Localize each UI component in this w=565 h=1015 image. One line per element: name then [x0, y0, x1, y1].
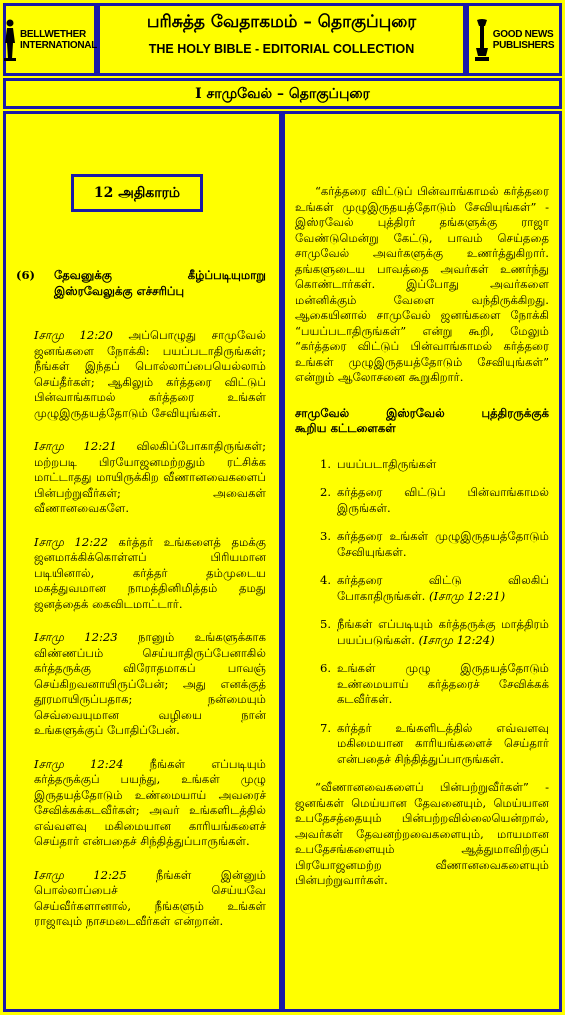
bellwether-logo	[3, 3, 97, 76]
verse-paragraph	[34, 630, 266, 739]
verse-paragraph	[34, 328, 266, 421]
list-item	[305, 661, 549, 708]
right-column	[282, 111, 562, 1012]
list-item	[305, 457, 549, 473]
header-title-box	[97, 3, 466, 76]
list-item-text	[337, 617, 549, 648]
list-item-text	[337, 721, 549, 768]
section-title-line2: இஸ்ரவேலுக்கு எச்சரிப்பு	[54, 283, 185, 298]
page-title-english: THE HOLY BIBLE - EDITORIAL COLLECTION	[148, 42, 415, 56]
list-item	[305, 573, 549, 604]
verse-text: அப்பொழுது சாமுவேல் ஜனங்களை நோக்கி: பயப்படாதிருங்கள்; நீங்கள் இந்தப் பொல்லாப்பையெல்லாம் செய்தீர்கள்; ஆகிலும் கர்த்தரை விட்டுப் பின்வாங்காமல் கர்த்தரை உங்கள் முழுஇருதயத்தோடும் சேவியுங்கள்.	[34, 328, 266, 420]
chapter-heading	[71, 174, 203, 212]
verse-reference: Iசாமு 12:25	[34, 867, 127, 882]
list-item	[305, 721, 549, 768]
command-text: கர்த்தரை விட்டுப் பின்வாங்காமல் இருங்கள்.	[337, 485, 549, 515]
list-item-number: 3.	[319, 529, 331, 543]
verse-paragraph	[34, 868, 266, 930]
book-subtitle-bar	[3, 78, 562, 109]
list-item	[305, 617, 549, 648]
bellwether-logo-line1: BELLWETHER	[19, 28, 86, 40]
verse-text: நீங்கள் எப்படியும் கர்த்தருக்குப் பயந்து, உங்கள் முழு இருதயத்தோடும் உண்மையாய் அவரைச் சேவிக்கக்கடவீர்கள்; அவர் உங்களிடத்தில் எவ்வளவு மகிமையான காரியங்களைச் செய்தார் என்பதைச் சிந்தித்துப்பாருங்கள்.	[34, 756, 266, 848]
section-heading	[16, 268, 266, 299]
verse-paragraph	[34, 757, 266, 850]
list-item-text	[337, 457, 549, 473]
verse-list	[34, 328, 266, 930]
command-text: பயப்படாதிருங்கள்	[337, 456, 437, 471]
list-item	[305, 485, 549, 516]
bellwether-figure-icon	[3, 19, 17, 61]
intro-paragraph: “கர்த்தரை விட்டுப் பின்வாங்காமல் கர்த்தரை உங்கள் முழுஇருதயத்தோடும் சேவியுங்கள்” - இஸ்ரவேல் புத்திரர் தங்களுக்கு ராஜா வேண்டுமென்று கேட்டு, பாவம் செய்ததை சாமுவேல் அவர்களுக்கு உணர்த்துகிறார். தங்களுடைய பாவத்தை அவர்கள் உணர்ந்து கொண்டார்கள். இப்போது அவர்களை மன்னிக்கும் வேளை வந்திருக்கிறது. ஆகையினால் சாமுவேல் ஜனங்களை நோக்கி “பயப்படாதிருங்கள்” என்று கூறி, மேலும் “கர்த்தரை விட்டுப் பின்வாங்காமல் கர்த்தரை உங்கள் முழுஇருதயத்தோடும் சேவியுங்கள்” என்றும் ஆலோசனை கூறுகிறார்.	[295, 184, 549, 384]
command-list	[295, 457, 549, 768]
command-text: கர்த்தர் உங்களிடத்தில் எவ்வளவு மகிமையான காரியங்களைச் செய்தார் என்பதைச் சிந்தித்துப்பாருங்கள்.	[337, 720, 549, 766]
bellwether-logo-line2: INTERNATIONAL	[19, 39, 98, 51]
outro-paragraph: “வீணானவைகளைப் பின்பற்றுவீர்கள்” - ஜனங்கள் மெய்யான தேவனையும், மெய்யான உபதேசத்தையும் பின்பற்றவில்லையென்றால், அவர்கள் தேவனற்றவைகளையும், மாயமான உபதேசங்களையும் ஆத்துமாவிற்குப் பிரயோஜனமற்ற வீணானவைகளையும் பின்பற்றுவார்கள்.	[295, 780, 549, 887]
section-title-line1: தேவனுக்கு கீழ்ப்படியுமாறு	[54, 268, 266, 282]
list-item-number: 7.	[319, 720, 331, 735]
left-column	[3, 111, 282, 1012]
good-news-logo	[466, 3, 562, 76]
command-text: உங்கள் முழு இருதயத்தோடும் உண்மையாய் கர்த்தரைச் சேவிக்கக் கடவீர்கள்.	[337, 661, 549, 706]
command-reference: (Iசாமு 12:24)	[418, 632, 495, 647]
good-news-logo-line2: PUBLISHERS	[492, 39, 555, 51]
list-item-text	[337, 485, 549, 516]
command-text: நீங்கள் எப்படியும் கர்த்தருக்கு மாத்திரம் பயப்படுங்கள்.	[337, 617, 549, 647]
list-item-number: 2.	[319, 485, 331, 499]
list-item-text	[337, 573, 549, 604]
command-reference: (Iசாமு 12:21)	[429, 588, 506, 603]
commands-heading-line1: சாமுவேல் இஸ்ரவேல் புத்திரருக்குக்	[295, 405, 549, 420]
book-subtitle: I சாமுவேல் – தொகுப்புரை	[195, 86, 370, 102]
list-item-text	[337, 661, 549, 708]
verse-paragraph	[34, 439, 266, 517]
commands-heading	[295, 406, 549, 437]
verse-reference: Iசாமு 12:20	[34, 328, 113, 342]
verse-text: நீங்கள் இன்னும் பொல்லாப்பைச் செய்யவே செய்வீர்களானால், நீங்களும் உங்கள் ராஜாவும் நாசமடைவீர்கள் என்றான்.	[34, 867, 266, 928]
list-item-number: 5.	[319, 617, 331, 631]
command-text: கர்த்தரை விட்டு விலகிப் போகாதிருங்கள்.	[337, 573, 549, 603]
verse-reference: Iசாமு 12:23	[34, 630, 118, 644]
verse-reference: Iசாமு 12:24	[34, 756, 124, 771]
list-item	[305, 529, 549, 560]
lamp-figure-icon	[474, 18, 490, 62]
page-title-tamil: பரிசுத்த வேதாகமம் – தொகுப்புரை	[146, 12, 417, 32]
list-item-text	[337, 529, 549, 560]
verse-text: விலகிப்போகாதிருங்கள்; மற்றபடி பிரயோஜனமற்றதும் ரட்சிக்க மாட்டாதது மாயிருக்கிற வீணானவைகளைப் பின்பற்றுவீர்கள்; அவைகள் வீணானவைகளே.	[34, 439, 267, 515]
list-item-number: 1.	[319, 456, 331, 471]
verse-paragraph	[34, 535, 266, 613]
command-text: கர்த்தரை உங்கள் முழுஇருதயத்தோடும் சேவியுங்கள்.	[337, 529, 549, 559]
verse-reference: Iசாமு 12:22	[34, 534, 108, 549]
good-news-logo-line1: GOOD NEWS	[492, 28, 554, 40]
section-number: (6)	[16, 268, 36, 282]
list-item-number: 4.	[319, 573, 331, 587]
commands-heading-line2: கூறிய கட்டளைகள்	[295, 421, 396, 435]
verse-reference: Iசாமு 12:21	[34, 439, 117, 453]
chapter-title: 12 அதிகாரம்	[93, 185, 181, 201]
verse-text: கர்த்தர் உங்களைத் தமக்கு ஜனமாக்கிக்கொள்ளப் பிரியமான படியினால், கர்த்தர் தம்முடைய மகத்துவமான நாமத்தினிமித்தம் தமது ஜனத்தைக் கைவிடமாட்டார்.	[34, 534, 267, 611]
verse-text: நானும் உங்களுக்காக விண்ணப்பம் செய்யாதிருப்பேனாகில் கர்த்தருக்கு விரோதமாகப் பாவஞ் செய்கிறவனாயிருப்பேன்; அது எனக்குத் தூரமாயிருப்பதாக; நன்மையும் செவ்வையுமான வழியை நான் உங்களுக்குப் போதிப்பேன்.	[34, 630, 266, 737]
list-item-number: 6.	[319, 661, 331, 675]
